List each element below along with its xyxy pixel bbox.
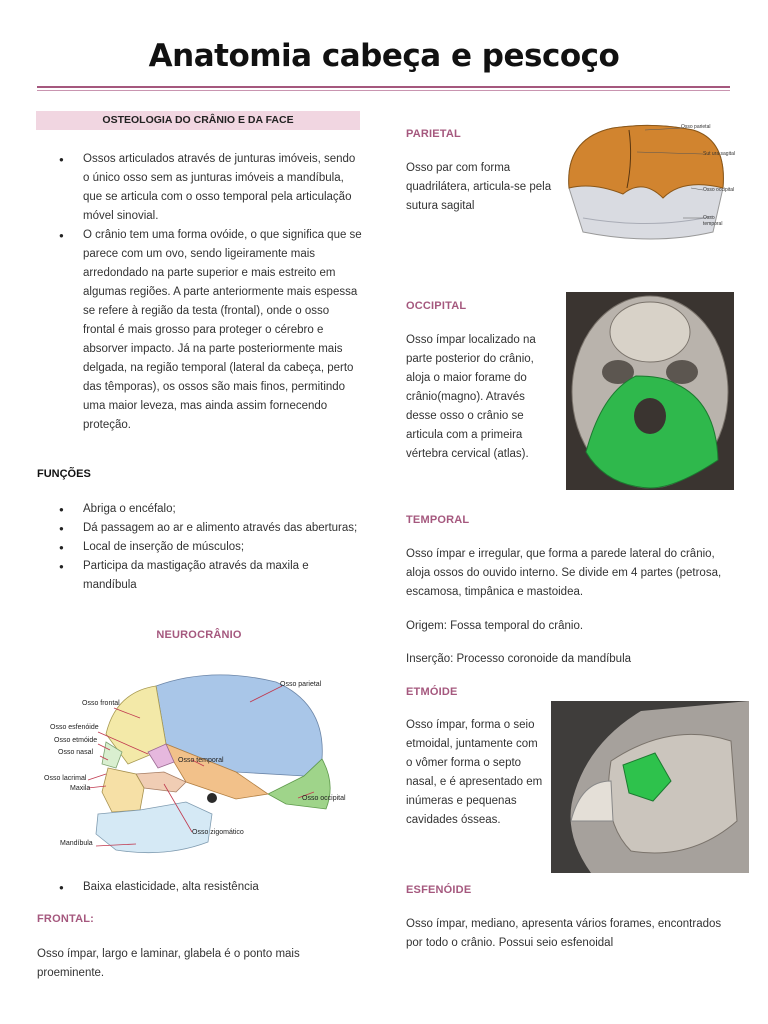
parietal-img-label: Sut ura sagital bbox=[703, 151, 735, 157]
temporal-heading: TEMPORAL bbox=[406, 514, 470, 526]
title-divider-thin bbox=[37, 90, 730, 91]
functions-heading: FUNÇÕES bbox=[37, 468, 91, 480]
list-item: ● Local de inserção de músculos; bbox=[37, 538, 363, 557]
esfenoide-heading: ESFENÓIDE bbox=[406, 884, 472, 896]
skull-label-nasal: Osso nasal bbox=[58, 749, 94, 756]
occipital-text: Osso ímpar localizado na parte posterior do crânio, aloja o maior forame do crânio(magno). Através desse osso o crânio se articula com a primeira vértebra cervical (atlas). bbox=[406, 334, 536, 460]
temporal-origin: Origem: Fossa temporal do crânio. bbox=[406, 620, 584, 632]
list-item: ● Baixa elasticidade, alta resistência bbox=[37, 878, 363, 897]
skull-label-zigomatico: Osso zigomático bbox=[192, 829, 244, 836]
list-item: ● Abriga o encéfalo; bbox=[37, 500, 363, 519]
parietal-image bbox=[563, 118, 735, 246]
skull-label-parietal: Osso parietal bbox=[280, 681, 322, 688]
temporal-text: Osso ímpar e irregular, que forma a parede lateral do crânio, aloja ossos do ouvido interno. Se divide em 4 partes (petrosa, escamosa, timpânica e mastoidea. bbox=[406, 548, 722, 598]
properties-list bbox=[37, 878, 363, 897]
parietal-img-label: Osso occipital bbox=[703, 187, 735, 193]
temporal-insertion: Inserção: Processo coronoide da mandíbula bbox=[406, 653, 632, 665]
list-item: ● Ossos articulados através de junturas imóveis, sendo o único osso sem as junturas imóveis a mandíbula, que se articula com o osso temporal pela articulação móvel sinovial. bbox=[37, 150, 363, 226]
page-title: Anatomia cabeça e pescoço bbox=[148, 38, 620, 74]
parietal-text: Osso par com forma quadrilátera, articula-se pela sutura sagital bbox=[406, 162, 552, 212]
osteologia-list bbox=[37, 150, 363, 435]
frontal-text: Osso ímpar, largo e laminar, glabela é o ponto mais proeminente. bbox=[37, 948, 300, 979]
functions-list bbox=[37, 500, 363, 595]
list-item: ● Participa da mastigação através da maxila e mandíbula bbox=[37, 557, 363, 595]
etmoide-text: Osso ímpar, forma o seio etmoidal, juntamente com o vômer forma o septo nasal, e é apresentado em inúmeras e pequenas cavidades ósseas. bbox=[406, 719, 543, 826]
skull-label-lacrimal: Osso lacrimal bbox=[44, 775, 87, 782]
skull-label-temporal: Osso temporal bbox=[178, 757, 224, 764]
list-item: ● O crânio tem uma forma ovóide, o que significa que se parece com um ovo, sendo ligeiramente mais arredondado na parte superior e mais estreito em algumas regiões. A parte anteriormente mais espessa se refere à região da testa (frontal), onde o osso frontal é mais grosso para proteger o cérebro e absorver impacto. Já na parte posteriormente mais delgada, na região temporal (lateral da cabeça, perto das têmporas), os ossos são mais finos, permitindo uma maior leveza, mas ainda assim fornecendo proteção. bbox=[37, 226, 363, 435]
skull-label-occipital: Osso occipital bbox=[302, 795, 346, 802]
etmoide-heading: ETMÓIDE bbox=[406, 686, 458, 698]
etmoide-image bbox=[551, 701, 749, 873]
parietal-heading: PARIETAL bbox=[406, 128, 461, 140]
parietal-img-label: Osso parietal bbox=[681, 124, 711, 130]
neurocranio-heading: NEUROCRÂNIO bbox=[156, 629, 242, 641]
skull-label-frontal: Osso frontal bbox=[82, 700, 120, 707]
list-item: ● Dá passagem ao ar e alimento através das aberturas; bbox=[37, 519, 363, 538]
skull-label-maxila: Maxila bbox=[70, 785, 91, 792]
frontal-heading: FRONTAL: bbox=[37, 913, 94, 925]
skull-label-esfenoide: Osso esfenóide bbox=[50, 724, 99, 731]
occipital-image bbox=[566, 292, 734, 490]
parietal-img-label: Osso temporal bbox=[703, 215, 723, 227]
section-title-osteologia: OSTEOLOGIA DO CRÂNIO E DA FACE bbox=[36, 111, 360, 130]
esfenoide-text: Osso ímpar, mediano, apresenta vários forames, encontrados por todo o crânio. Possui seio esfenoidal bbox=[406, 918, 722, 949]
skull-label-mandibula: Mandíbula bbox=[60, 840, 93, 847]
skull-label-etmoide: Osso etmóide bbox=[54, 737, 98, 744]
occipital-heading: OCCIPITAL bbox=[406, 300, 467, 312]
skull-lateral-diagram bbox=[36, 664, 352, 864]
title-divider bbox=[37, 86, 730, 88]
